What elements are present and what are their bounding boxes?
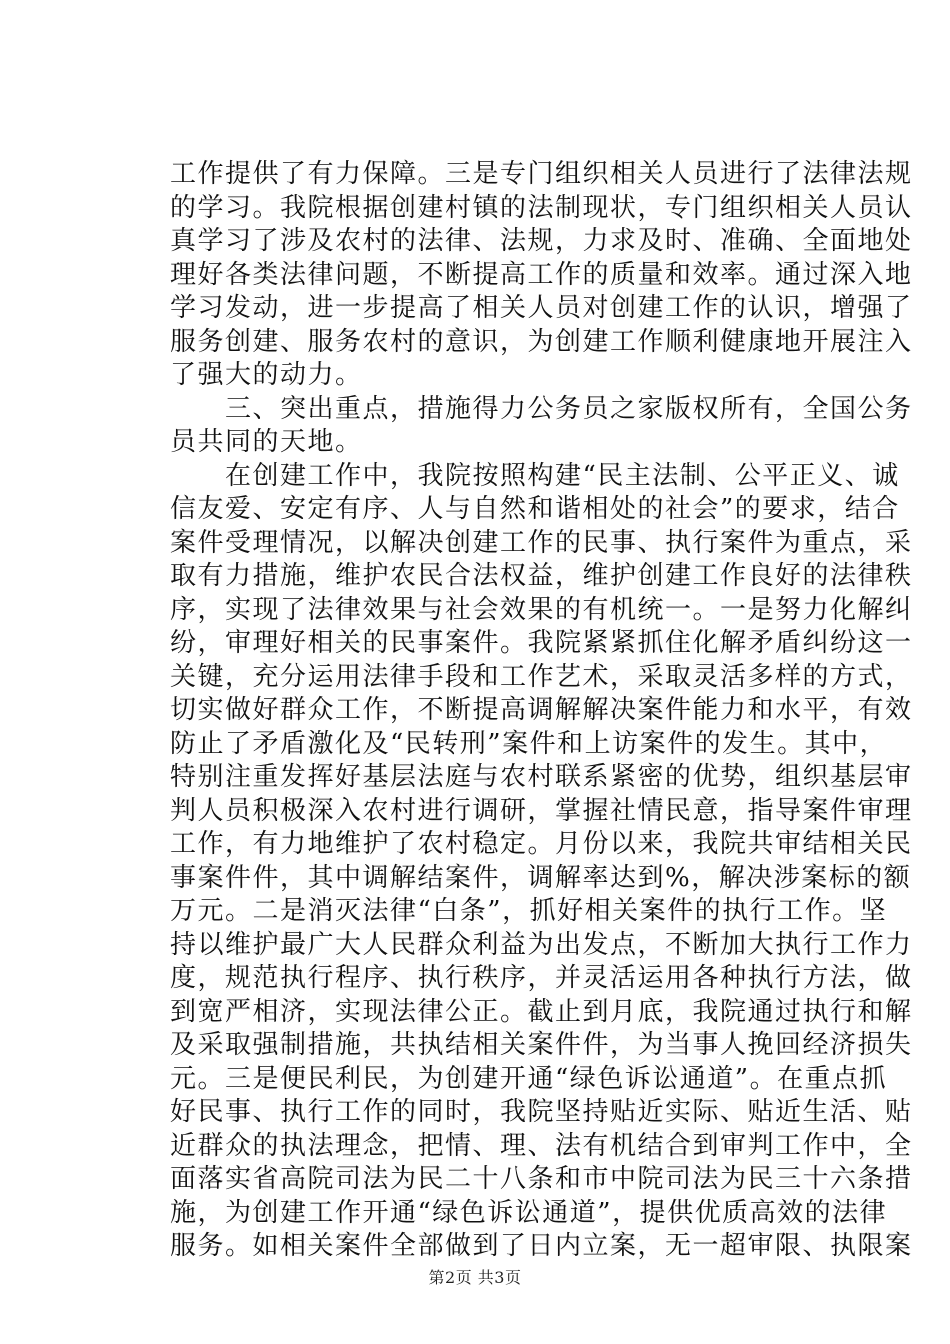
body-text	[170, 158, 913, 1264]
text-line: 案件受理情况，以解决创建工作的民事、执行案件为重点，采	[170, 527, 913, 558]
text-line: 工作提供了有力保障。三是专门组织相关人员进行了法律法规	[170, 159, 913, 189]
text-line: 特别注重发挥好基层法庭与农村联系紧密的优势，组织基层审	[170, 762, 913, 792]
text-line: 员共同的天地。	[170, 427, 363, 457]
text-line: 取有力措施，维护农民合法权益，维护创建工作良好的法律秩	[170, 561, 913, 591]
section-heading: 三、突出重点，措施得力公务员之家版权所有，全国公务	[170, 393, 913, 424]
text-line: 近群众的执法理念，把情、理、法有机结合到审判工作中，全	[170, 1130, 913, 1161]
text-line: 事案件件，其中调解结案件，调解率达到%，解决涉案标的额	[170, 862, 912, 893]
text-line: 关键，充分运用法律手段和工作艺术，采取灵活多样的方式，	[170, 661, 913, 692]
page-number: 第2页 共3页	[428, 1268, 522, 1287]
text-line: 服务。如相关案件全部做到了日内立案，无一超审限、执限案	[170, 1231, 913, 1261]
text-line: 万元。二是消灭法律“白条”，抓好相关案件的执行工作。坚	[170, 896, 888, 926]
text-line: 判人员积极深入农村进行调研，掌握社情民意，指导案件审理	[170, 795, 913, 826]
text-line: 好民事、执行工作的同时，我院坚持贴近实际、贴近生活、贴	[170, 1097, 913, 1127]
text-line: 及采取强制措施，共执结相关案件件，为当事人挽回经济损失	[170, 1030, 913, 1060]
text-line: 防止了矛盾激化及“民转刑”案件和上访案件的发生。其中，	[170, 728, 888, 759]
text-line: 真学习了涉及农村的法律、法规，力求及时、准确、全面地处	[170, 226, 913, 256]
text-line: 持以维护最广大人民群众利益为出发点，不断加大执行工作力	[170, 929, 913, 960]
text-line: 面落实省高院司法为民二十八条和市中院司法为民三十六条措	[170, 1164, 913, 1194]
text-line: 理好各类法律问题，不断提高工作的质量和效率。通过深入地	[170, 259, 913, 290]
text-line: 服务创建、服务农村的意识，为创建工作顺利健康地开展注入	[170, 326, 913, 357]
text-line: 到宽严相济，实现法律公正。截止到月底，我院通过执行和解	[170, 996, 913, 1027]
text-line: 信友爱、安定有序、人与自然和谐相处的社会”的要求，结合	[170, 494, 900, 524]
text-line: 在创建工作中，我院按照构建“民主法制、公平正义、诚	[170, 460, 900, 491]
text-line: 施，为创建工作开通“绿色诉讼通道”，提供优质高效的法律	[170, 1197, 888, 1228]
text-line: 工作，有力地维护了农村稳定。月份以来，我院共审结相关民	[170, 829, 913, 859]
text-line: 元。三是便民利民，为创建开通“绿色诉讼通道”。在重点抓	[170, 1063, 888, 1094]
page-footer	[0, 1268, 950, 1288]
text-line: 的学习。我院根据创建村镇的法制现状，专门组织相关人员认	[170, 192, 913, 223]
text-line: 纷，审理好相关的民事案件。我院紧紧抓住化解矛盾纠纷这一	[170, 628, 913, 658]
text-line: 度，规范执行程序、执行秩序，并灵活运用各种执行方法，做	[170, 963, 913, 993]
text-line: 序，实现了法律效果与社会效果的有机统一。一是努力化解纠	[170, 594, 913, 625]
text-line: 切实做好群众工作，不断提高调解解决案件能力和水平，有效	[170, 695, 913, 725]
text-line: 学习发动，进一步提高了相关人员对创建工作的认识，增强了	[170, 293, 913, 323]
text-line: 了强大的动力。	[170, 360, 363, 390]
